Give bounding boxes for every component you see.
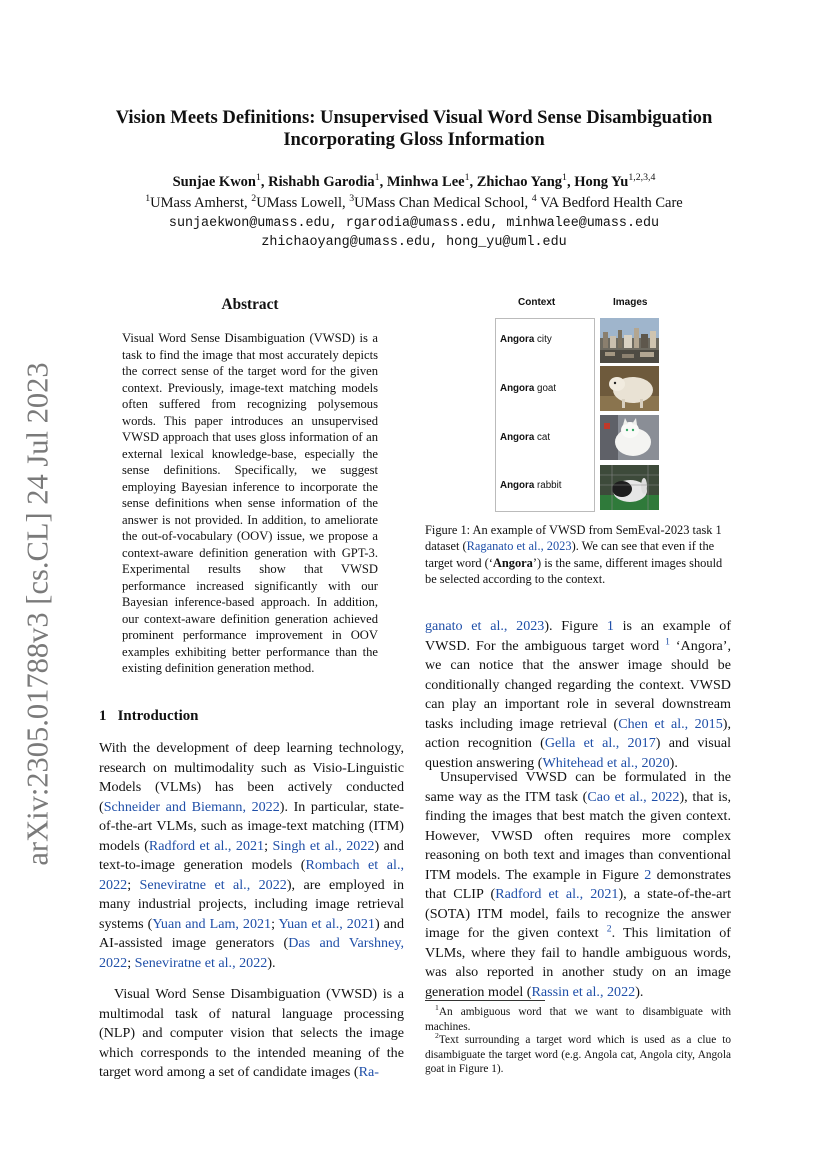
author-name: , Minhwa Lee <box>379 174 465 190</box>
citation-link[interactable]: Yuan et al., 2021 <box>278 915 375 932</box>
text-span: ) and text-to-image generation models ( <box>99 837 404 874</box>
citation-link[interactable]: Cao et al., 2022 <box>587 788 680 805</box>
target-word: Angora <box>500 383 535 394</box>
section-number: 1 <box>99 708 107 724</box>
text-span: ; <box>127 955 135 972</box>
city-image <box>600 318 659 363</box>
citation-link[interactable]: Rombach et al., 2022 <box>99 857 405 893</box>
footnote-ref[interactable]: 2 <box>606 923 612 935</box>
text-span: Visual Word Sense Disambiguation (VWSD) is a multimodal task of natural language processing (NLP) and computer vision that selects the image which corresponds to the intended meaning of the target word among a set of candidate images ( <box>99 986 404 1081</box>
text-span: . This limitation of VLMs, where they fail to handle ambiguous words, was also reported in another study on an image generation model ( <box>425 925 731 1001</box>
citation-link[interactable]: Schneider and Biemann, 2022 <box>103 798 280 815</box>
text-span: ; <box>271 915 279 932</box>
citation-link[interactable]: Rassin et al., 2022 <box>531 984 636 1001</box>
text-span: demonstrates that CLIP ( <box>425 866 731 903</box>
section-title: Introduction <box>117 708 199 724</box>
citation-link[interactable]: Whitehead et al., 2020 <box>542 754 670 771</box>
figure-row-label <box>500 334 552 345</box>
citation-link[interactable]: Raganato et al., 2023 <box>466 539 572 554</box>
emphasis: Angora <box>492 555 533 570</box>
citation-link[interactable]: Radford et al., 2021 <box>148 837 265 854</box>
section-heading <box>99 708 198 725</box>
arxiv-stamp: arXiv:2305.01788v3 [cs.CL] 24 Jul 2023 <box>20 362 55 866</box>
footnote-ref[interactable]: 1 <box>665 635 670 647</box>
target-word: Angora <box>500 432 535 443</box>
footnote-1 <box>425 1005 731 1034</box>
affil-sup: 4 <box>531 193 537 205</box>
rabbit-image <box>600 465 659 510</box>
author-affil-sup: 1,2,3,4 <box>628 172 656 184</box>
affil-name: UMass Lowell, <box>256 195 350 211</box>
footnote-number: 1 <box>435 1003 439 1013</box>
text-span: Unsupervised VWSD can be formulated in the same way as the ITM task ( <box>425 769 731 805</box>
text-span: With the development of deep learning technology, research on multimodality such as Visio-Linguistic Models (VLMs) has been actively conducted ( <box>99 740 404 815</box>
footnote-2 <box>425 1033 731 1077</box>
author-name: , Hong Yu <box>566 174 629 190</box>
figure-col-images: Images <box>613 297 648 308</box>
abstract-heading: Abstract <box>221 296 279 313</box>
abstract-text: Visual Word Sense Disambiguation (VWSD) is a task to find the image that most accurately depicts the correct sense of the target word for the given context. Previously, image-text matching models often suffered from recognizing polysemous words. This paper introduces an unsupervised VWSD approach that uses gloss information of an external lexical knowledge-base, especially the sense definitions. Specifically, we suggest employing Bayesian inference to incorporate the sense definitions when sense information of the answer is not provided. In addition, to ameliorate the out-of-vocabulary (OOV) issue, we propose a context-aware definition generation with GPT-3. Experimental results show that VWSD performance increased significantly with our Bayesian inference-based approach. In addition, our context-aware definition generation achieved prominent performance improvement in OOV examples exhibiting better performance than the existing definition generation method. <box>122 331 378 675</box>
footnote-text: Text surrounding a target word which is used as a clue to disambiguate the target word (e.g. Angola cat, Angola city, Angola goat in Figure 1). <box>425 1034 731 1075</box>
target-word: Angora <box>500 480 535 491</box>
author-affil-sup: 1 <box>562 172 567 184</box>
title-line-2: Incorporating Gloss Information <box>283 129 545 150</box>
figure-ref-link[interactable]: 2 <box>644 866 652 883</box>
citation-link[interactable]: ganato et al., 2023 <box>425 618 545 634</box>
citation-link[interactable]: Singh et al., 2022 <box>272 837 375 854</box>
target-word: Angora <box>500 334 535 345</box>
author-affil-sup: 1 <box>464 172 470 184</box>
text-span: ), action recognition ( <box>425 715 731 752</box>
author-list <box>60 174 768 191</box>
affil-name: UMass Chan Medical School, <box>354 195 532 211</box>
figure-caption <box>425 522 731 587</box>
title-line-1: Vision Meets Definitions: Unsupervised Visual Word Sense Disambiguation <box>115 107 713 128</box>
text-span: ). We can see that even if the target word (‘ <box>425 539 715 570</box>
author-name: Sunjae Kwon <box>172 174 256 190</box>
text-span: is an example of VWSD. For the ambiguous target word <box>425 618 732 654</box>
affil-sup: 3 <box>349 193 355 205</box>
author-name: , Zhichao Yang <box>469 174 563 190</box>
text-span: ) and AI-assisted image generators ( <box>99 915 404 952</box>
paper-title <box>60 107 768 151</box>
footnote-rule <box>425 1000 545 1001</box>
citation-link[interactable]: Das and Varshney, 2022 <box>99 935 404 972</box>
citation-link[interactable]: Gella et al., 2017 <box>544 735 656 752</box>
affil-name: UMass Amherst, <box>150 195 252 211</box>
intro-paragraph-2 <box>99 985 404 1083</box>
goat-image <box>600 366 659 411</box>
affiliations <box>60 195 768 212</box>
text-span: ’) is the same, different images should be selected according to the context. <box>425 555 723 586</box>
context-word: rabbit <box>534 480 562 491</box>
citation-link[interactable]: Seneviratne et al., 2022 <box>139 876 287 893</box>
figure-row-label <box>500 432 550 443</box>
cat-image <box>600 415 659 460</box>
figure-ref-link[interactable]: 1 <box>606 618 614 634</box>
citation-link[interactable]: Radford et al., 2021 <box>495 886 619 903</box>
author-affil-sup: 1 <box>255 172 261 184</box>
context-word: city <box>534 334 552 345</box>
affil-name: VA Bedford Health Care <box>536 195 683 211</box>
text-span: ) and visual question answering ( <box>425 735 731 771</box>
citation-link[interactable]: Seneviratne et al., 2022 <box>134 955 268 972</box>
text-span: ), are employed in many industrial projects, including image retrieval systems ( <box>99 876 404 932</box>
text-span: ). <box>635 984 644 1001</box>
citation-link[interactable]: Yuan and Lam, 2021 <box>152 915 272 932</box>
right-paragraph-2 <box>425 768 731 1003</box>
right-paragraph-1 <box>425 617 731 773</box>
text-span: Figure 1: An example of VWSD from SemEval-2023 task 1 dataset ( <box>425 523 722 554</box>
author-affil-sup: 1 <box>374 172 380 184</box>
text-span: ). In particular, state-of-the-art VLMs, such as image-text matching (ITM) models ( <box>99 798 404 854</box>
footnote-number: 2 <box>435 1031 439 1041</box>
context-word: cat <box>534 432 551 443</box>
text-span: ), a state-of-the-art (SOTA) ITM model, fails to recognize the answer image for the given context <box>425 886 731 942</box>
figure-row-label <box>500 383 556 394</box>
citation-link[interactable]: Ra- <box>358 1064 379 1081</box>
text-span: ; <box>264 837 273 854</box>
email-line-2: zhichaoyang@umass.edu, hong_yu@uml.edu <box>261 235 567 250</box>
text-span: ; <box>127 876 140 893</box>
context-word: goat <box>534 383 557 394</box>
text-span: ). Figure <box>544 618 607 634</box>
footnote-text: An ambiguous word that we want to disambiguate with machines. <box>425 1006 731 1033</box>
citation-link[interactable]: Chen et al., 2015 <box>618 715 723 732</box>
figure-col-context: Context <box>518 297 556 308</box>
text-span: ). <box>267 955 276 972</box>
intro-paragraph-1 <box>99 739 404 974</box>
author-name: , Rishabh Garodia <box>260 174 375 190</box>
affil-sup: 1 <box>145 193 151 205</box>
text-span: ), that is, finding the images that best match the given context. However, VWSD often requires more complex reasoning on both text and images than conventional ITM models. The example in Figure <box>425 788 731 883</box>
email-line-1: sunjaekwon@umass.edu, rgarodia@umass.edu, minhwalee@umass.edu <box>168 216 660 231</box>
figure-row-label <box>500 480 562 491</box>
text-span: ). <box>669 754 678 771</box>
text-span: ‘Angora’, we can notice that the answer image should be conditionally changed regarding the context. VWSD can play an important role in several downstream tasks including image retrieval ( <box>425 637 732 732</box>
affil-sup: 2 <box>251 193 257 205</box>
